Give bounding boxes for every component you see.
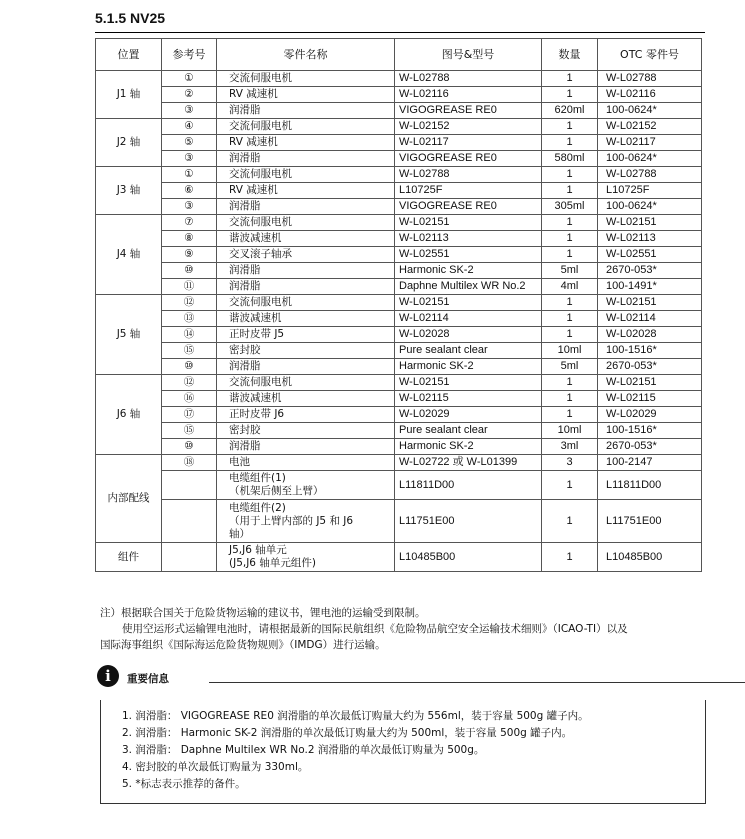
- otc-part-number-cell: W-L02788: [598, 167, 702, 183]
- ref-cell: ⑩: [162, 263, 217, 279]
- drawing-number-cell: W-L02722 或 W-L01399: [395, 455, 542, 471]
- part-name-cell: 交流伺服电机: [217, 71, 395, 87]
- list-item: 4. 密封胶的单次最低订购量为 330ml。: [122, 761, 309, 773]
- table-row: [96, 199, 702, 215]
- drawing-number-cell: W-L02151: [395, 295, 542, 311]
- otc-part-number-cell: 2670-053*: [598, 439, 702, 455]
- quantity-cell: 1: [542, 215, 598, 231]
- part-name-cell: 润滑脂: [217, 359, 395, 375]
- otc-part-number-cell: 100-0624*: [598, 103, 702, 119]
- otc-part-number-cell: W-L02788: [598, 71, 702, 87]
- otc-part-number-cell: L11811D00: [598, 471, 702, 500]
- drawing-number-cell: W-L02551: [395, 247, 542, 263]
- note-line: 使用空运形式运输锂电池时，请根据最新的国际民航组织《危险物品航空安全运输技术细则》（ICAO-TI）以及: [122, 623, 628, 635]
- position-cell: 内部配线: [96, 455, 162, 543]
- otc-part-number-cell: 100-0624*: [598, 151, 702, 167]
- column-header: 图号&型号: [395, 39, 542, 71]
- ref-cell: ⑫: [162, 295, 217, 311]
- drawing-number-cell: Pure sealant clear: [395, 343, 542, 359]
- table-row: [96, 327, 702, 343]
- otc-part-number-cell: 2670-053*: [598, 263, 702, 279]
- part-name-cell: 电缆组件(2) （用于上臂内部的 J5 和 J6 轴）: [217, 500, 395, 543]
- ref-cell: ②: [162, 87, 217, 103]
- ref-cell: ⑮: [162, 343, 217, 359]
- part-name-cell: 交流伺服电机: [217, 375, 395, 391]
- otc-part-number-cell: W-L02151: [598, 375, 702, 391]
- drawing-number-cell: W-L02029: [395, 407, 542, 423]
- drawing-number-cell: W-L02117: [395, 135, 542, 151]
- important-info-title: 重要信息: [127, 673, 169, 685]
- position-cell: 组件: [96, 543, 162, 572]
- otc-part-number-cell: W-L02029: [598, 407, 702, 423]
- table-header-row: [96, 39, 702, 71]
- part-name-cell: 交流伺服电机: [217, 215, 395, 231]
- part-name-cell: 交流伺服电机: [217, 119, 395, 135]
- quantity-cell: 1: [542, 327, 598, 343]
- part-name-cell: RV 减速机: [217, 183, 395, 199]
- section-heading: 5.1.5 NV25: [95, 10, 166, 26]
- table-row: [96, 455, 702, 471]
- heading-divider: [95, 32, 705, 33]
- quantity-cell: 1: [542, 500, 598, 543]
- table-row: [96, 375, 702, 391]
- otc-part-number-cell: W-L02115: [598, 391, 702, 407]
- table-row: [96, 471, 702, 500]
- quantity-cell: 3ml: [542, 439, 598, 455]
- lithium-battery-note: [100, 605, 720, 653]
- ref-cell: [162, 471, 217, 500]
- part-name-cell: 润滑脂: [217, 151, 395, 167]
- quantity-cell: 1: [542, 247, 598, 263]
- quantity-cell: 1: [542, 167, 598, 183]
- quantity-cell: 1: [542, 183, 598, 199]
- quantity-cell: 620ml: [542, 103, 598, 119]
- drawing-number-cell: L11811D00: [395, 471, 542, 500]
- otc-part-number-cell: 100-1516*: [598, 343, 702, 359]
- table-row: [96, 391, 702, 407]
- table-row: [96, 247, 702, 263]
- table-row: [96, 311, 702, 327]
- quantity-cell: 305ml: [542, 199, 598, 215]
- part-name-cell: 交叉滚子轴承: [217, 247, 395, 263]
- ref-cell: ⑪: [162, 279, 217, 295]
- quantity-cell: 1: [542, 471, 598, 500]
- position-cell: J3 轴: [96, 167, 162, 215]
- list-item: 3. 润滑脂： Daphne Multilex WR No.2 润滑脂的单次最低订购量为 500g。: [122, 744, 485, 756]
- table-row: [96, 151, 702, 167]
- ref-cell: [162, 543, 217, 572]
- ref-cell: ①: [162, 71, 217, 87]
- ref-cell: ④: [162, 119, 217, 135]
- important-info-list: [122, 708, 589, 793]
- table-row: [96, 407, 702, 423]
- column-header: 参考号: [162, 39, 217, 71]
- drawing-number-cell: Daphne Multilex WR No.2: [395, 279, 542, 295]
- table-row: [96, 87, 702, 103]
- quantity-cell: 1: [542, 391, 598, 407]
- quantity-cell: 580ml: [542, 151, 598, 167]
- table-row: [96, 423, 702, 439]
- position-cell: J6 轴: [96, 375, 162, 455]
- table-row: [96, 71, 702, 87]
- drawing-number-cell: Pure sealant clear: [395, 423, 542, 439]
- quantity-cell: 1: [542, 71, 598, 87]
- quantity-cell: 1: [542, 119, 598, 135]
- otc-part-number-cell: L10485B00: [598, 543, 702, 572]
- ref-cell: ⑰: [162, 407, 217, 423]
- part-name-cell: 润滑脂: [217, 199, 395, 215]
- otc-part-number-cell: L10725F: [598, 183, 702, 199]
- table-row: [96, 167, 702, 183]
- otc-part-number-cell: L11751E00: [598, 500, 702, 543]
- ref-cell: ⑦: [162, 215, 217, 231]
- quantity-cell: 1: [542, 375, 598, 391]
- table-row: [96, 215, 702, 231]
- part-name-cell: 润滑脂: [217, 103, 395, 119]
- drawing-number-cell: VIGOGREASE RE0: [395, 199, 542, 215]
- drawing-number-cell: W-L02788: [395, 71, 542, 87]
- otc-part-number-cell: W-L02152: [598, 119, 702, 135]
- part-name-cell: 电池: [217, 455, 395, 471]
- table-row: [96, 263, 702, 279]
- part-name-cell: J5,J6 轴单元 (J5,J6 轴单元组件): [217, 543, 395, 572]
- column-header: OTC 零件号: [598, 39, 702, 71]
- part-name-cell: 润滑脂: [217, 439, 395, 455]
- ref-cell: [162, 500, 217, 543]
- otc-part-number-cell: W-L02116: [598, 87, 702, 103]
- ref-cell: ①: [162, 167, 217, 183]
- ref-cell: ⑤: [162, 135, 217, 151]
- table-row: [96, 231, 702, 247]
- list-item: 2. 润滑脂： Harmonic SK-2 润滑脂的单次最低订购量大约为 500ml，装于容量 500g 罐子内。: [122, 727, 573, 739]
- part-name-cell: 谐波减速机: [217, 311, 395, 327]
- quantity-cell: 10ml: [542, 343, 598, 359]
- quantity-cell: 3: [542, 455, 598, 471]
- part-name-cell: 谐波减速机: [217, 231, 395, 247]
- drawing-number-cell: L10485B00: [395, 543, 542, 572]
- part-name-cell: RV 减速机: [217, 87, 395, 103]
- position-cell: J4 轴: [96, 215, 162, 295]
- part-name-cell: 谐波减速机: [217, 391, 395, 407]
- column-header: 数量: [542, 39, 598, 71]
- table-row: [96, 135, 702, 151]
- ref-cell: ⑮: [162, 423, 217, 439]
- list-item: 1. 润滑脂： VIGOGREASE RE0 润滑脂的单次最低订购量大约为 556ml，装于容量 500g 罐子内。: [122, 710, 589, 722]
- quantity-cell: 1: [542, 543, 598, 572]
- drawing-number-cell: W-L02115: [395, 391, 542, 407]
- table-row: [96, 359, 702, 375]
- table-row: [96, 295, 702, 311]
- drawing-number-cell: W-L02151: [395, 215, 542, 231]
- position-cell: J1 轴: [96, 71, 162, 119]
- quantity-cell: 1: [542, 87, 598, 103]
- quantity-cell: 1: [542, 311, 598, 327]
- list-item: 5. *标志表示推荐的备件。: [122, 778, 246, 790]
- quantity-cell: 1: [542, 407, 598, 423]
- drawing-number-cell: Harmonic SK-2: [395, 359, 542, 375]
- position-cell: J5 轴: [96, 295, 162, 375]
- drawing-number-cell: W-L02028: [395, 327, 542, 343]
- otc-part-number-cell: 2670-053*: [598, 359, 702, 375]
- important-info-rule: [209, 682, 745, 683]
- note-line: 注）根据联合国关于危险货物运输的建议书，锂电池的运输受到限制。: [100, 607, 426, 619]
- ref-cell: ⑭: [162, 327, 217, 343]
- drawing-number-cell: Harmonic SK-2: [395, 439, 542, 455]
- quantity-cell: 1: [542, 135, 598, 151]
- table-row: [96, 343, 702, 359]
- part-name-cell: 电缆组件(1) （机架后侧至上臂）: [217, 471, 395, 500]
- info-icon: i: [97, 665, 119, 687]
- drawing-number-cell: W-L02114: [395, 311, 542, 327]
- table-row: [96, 439, 702, 455]
- quantity-cell: 1: [542, 295, 598, 311]
- parts-table: [95, 38, 702, 572]
- table-row: [96, 119, 702, 135]
- table-row: [96, 500, 702, 543]
- part-name-cell: 密封胶: [217, 343, 395, 359]
- otc-part-number-cell: W-L02113: [598, 231, 702, 247]
- drawing-number-cell: VIGOGREASE RE0: [395, 151, 542, 167]
- table-row: [96, 183, 702, 199]
- otc-part-number-cell: W-L02151: [598, 295, 702, 311]
- quantity-cell: 4ml: [542, 279, 598, 295]
- quantity-cell: 5ml: [542, 263, 598, 279]
- otc-part-number-cell: 100-2147: [598, 455, 702, 471]
- ref-cell: ⑥: [162, 183, 217, 199]
- quantity-cell: 10ml: [542, 423, 598, 439]
- otc-part-number-cell: 100-1516*: [598, 423, 702, 439]
- drawing-number-cell: W-L02151: [395, 375, 542, 391]
- otc-part-number-cell: W-L02151: [598, 215, 702, 231]
- drawing-number-cell: L10725F: [395, 183, 542, 199]
- quantity-cell: 5ml: [542, 359, 598, 375]
- parts-table-body: [96, 71, 702, 572]
- drawing-number-cell: W-L02788: [395, 167, 542, 183]
- part-name-cell: 交流伺服电机: [217, 295, 395, 311]
- column-header: 位置: [96, 39, 162, 71]
- part-name-cell: 润滑脂: [217, 263, 395, 279]
- note-line: 国际海事组织《国际海运危险货物规则》（IMDG）进行运输。: [100, 639, 386, 651]
- table-row: [96, 103, 702, 119]
- column-header: 零件名称: [217, 39, 395, 71]
- table-row: [96, 543, 702, 572]
- ref-cell: ⑬: [162, 311, 217, 327]
- ref-cell: ⑩: [162, 439, 217, 455]
- ref-cell: ⑫: [162, 375, 217, 391]
- part-name-cell: 交流伺服电机: [217, 167, 395, 183]
- position-cell: J2 轴: [96, 119, 162, 167]
- otc-part-number-cell: 100-0624*: [598, 199, 702, 215]
- table-row: [96, 279, 702, 295]
- ref-cell: ③: [162, 103, 217, 119]
- part-name-cell: 密封胶: [217, 423, 395, 439]
- otc-part-number-cell: W-L02114: [598, 311, 702, 327]
- part-name-cell: 润滑脂: [217, 279, 395, 295]
- ref-cell: ⑧: [162, 231, 217, 247]
- drawing-number-cell: Harmonic SK-2: [395, 263, 542, 279]
- drawing-number-cell: W-L02116: [395, 87, 542, 103]
- otc-part-number-cell: W-L02028: [598, 327, 702, 343]
- otc-part-number-cell: W-L02551: [598, 247, 702, 263]
- ref-cell: ③: [162, 199, 217, 215]
- otc-part-number-cell: W-L02117: [598, 135, 702, 151]
- part-name-cell: RV 减速机: [217, 135, 395, 151]
- drawing-number-cell: L11751E00: [395, 500, 542, 543]
- ref-cell: ⑩: [162, 359, 217, 375]
- quantity-cell: 1: [542, 231, 598, 247]
- ref-cell: ⑨: [162, 247, 217, 263]
- part-name-cell: 正时皮带 J5: [217, 327, 395, 343]
- ref-cell: ③: [162, 151, 217, 167]
- otc-part-number-cell: 100-1491*: [598, 279, 702, 295]
- ref-cell: ⑯: [162, 391, 217, 407]
- drawing-number-cell: VIGOGREASE RE0: [395, 103, 542, 119]
- part-name-cell: 正时皮带 J6: [217, 407, 395, 423]
- drawing-number-cell: W-L02152: [395, 119, 542, 135]
- ref-cell: ⑱: [162, 455, 217, 471]
- drawing-number-cell: W-L02113: [395, 231, 542, 247]
